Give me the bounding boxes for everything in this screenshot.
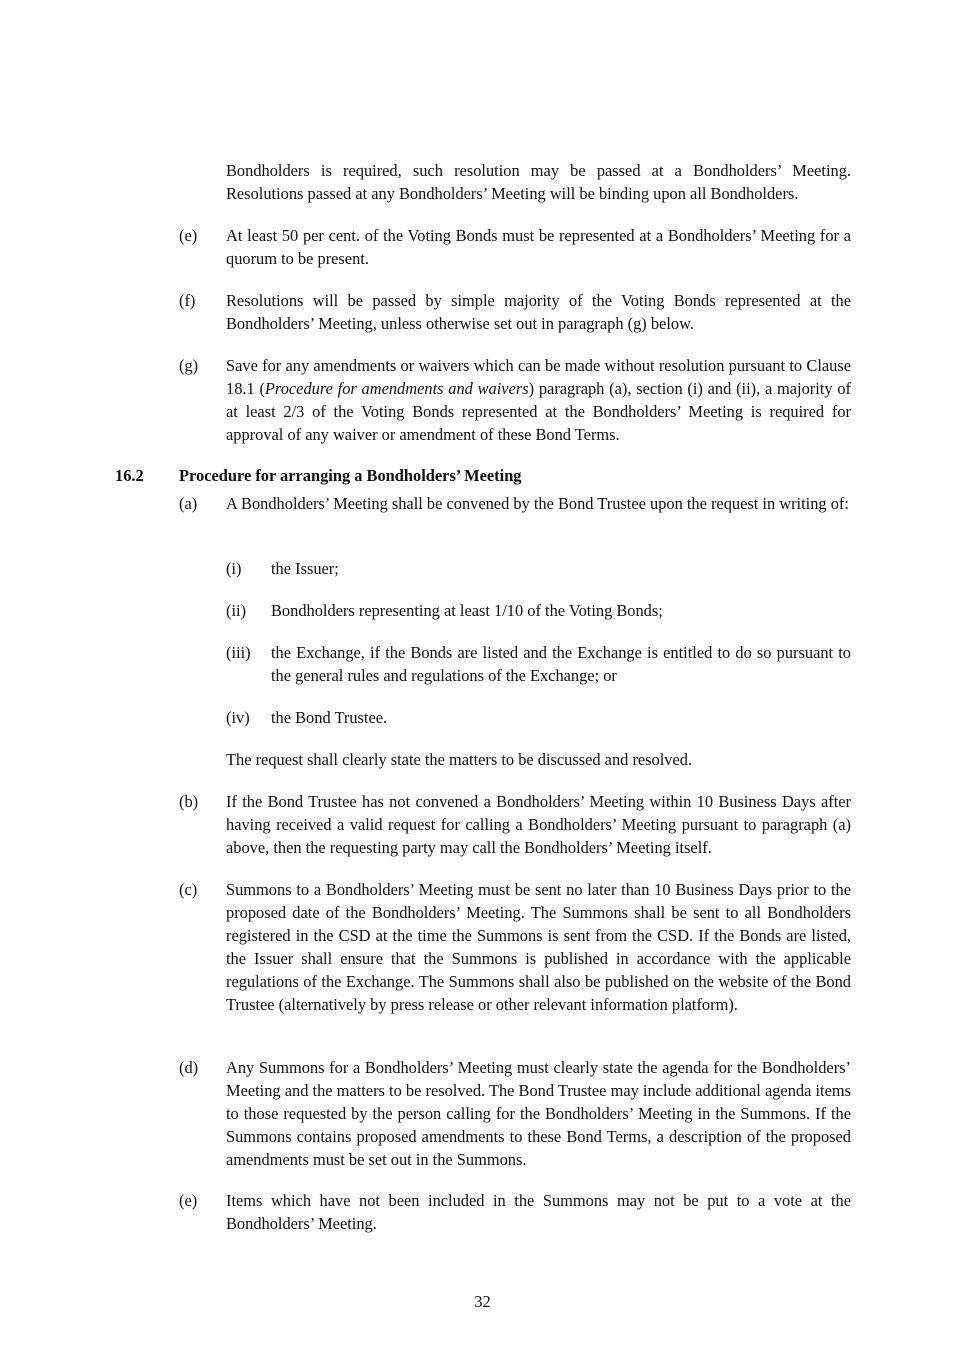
item-label: (e)	[179, 226, 198, 245]
section-number: 16.2	[115, 466, 144, 485]
request-closing-text: The request shall clearly state the matters to be discussed and resolved.	[226, 750, 693, 769]
continuation-paragraph: Bondholders is required, such resolution may be passed at a Bondholders’ Meeting. Resolutions passed at any Bondholders’ Meeting will be binding upon all Bondholders.	[226, 161, 851, 203]
item-text: Any Summons for a Bondholders’ Meeting must clearly state the agenda for the Bondholders’ Meeting and the matters to be resolved. The Bond Trustee may include additional agenda items to those requested by the person calling for the Bondholders’ Meeting in the Summons. If the Summons contains proposed amendments to these Bond Terms, a description of the proposed amendments must be set out in the Summons.	[226, 1058, 851, 1169]
item-text	[226, 354, 851, 446]
subitem-label: (ii)	[226, 601, 247, 620]
subitem-text: the Exchange, if the Bonds are listed and the Exchange is entitled to do so pursuant to the general rules and regulations of the Exchange; or	[271, 643, 851, 685]
item-text-part: Save for any amendments or waivers which can be made without resolution pursuant to Clause 18.1 (	[226, 356, 851, 398]
section-title: Procedure for arranging a Bondholders’ Meeting	[179, 466, 522, 485]
item-text-part: ) paragraph (a), section (i) and (ii), a majority of at least 2/3 of the Voting Bonds represented at the Bondholders’ Meeting is required for approval of any waiver or amendment of these Bond Terms.	[226, 379, 851, 444]
subitem-label: (iii)	[226, 643, 251, 662]
subitem-text: Bondholders representing at least 1/10 of the Voting Bonds;	[271, 601, 663, 620]
item-text: At least 50 per cent. of the Voting Bonds must be represented at a Bondholders’ Meeting for a quorum to be present.	[226, 226, 851, 268]
item-label: (g)	[179, 356, 199, 375]
item-text: Summons to a Bondholders’ Meeting must be sent no later than 10 Business Days prior to the proposed date of the Bondholders’ Meeting. The Summons shall be sent to all Bondholders registered in the CSD at the time the Summons is sent from the CSD. If the Bonds are listed, the Issuer shall ensure that the Summons is published in accordance with the applicable regulations of the Exchange. The Summons shall also be published on the website of the Bond Trustee (alternatively by press release or other relevant information platform).	[226, 880, 851, 1014]
item-text: A Bondholders’ Meeting shall be convened by the Bond Trustee upon the request in writing of:	[226, 494, 849, 513]
item-label: (e)	[179, 1191, 198, 1210]
item-text: Items which have not been included in the Summons may not be put to a vote at the Bondholders’ Meeting.	[226, 1191, 851, 1233]
item-text: If the Bond Trustee has not convened a Bondholders’ Meeting within 10 Business Days after having received a valid request for calling a Bondholders’ Meeting pursuant to paragraph (a) above, then the requesting party may call the Bondholders’ Meeting itself.	[226, 792, 851, 857]
item-label: (a)	[179, 494, 198, 513]
subitem-text: the Issuer;	[271, 559, 339, 578]
item-label: (b)	[179, 792, 199, 811]
subitem-label: (i)	[226, 559, 242, 578]
item-text: Resolutions will be passed by simple majority of the Voting Bonds represented at the Bondholders’ Meeting, unless otherwise set out in paragraph (g) below.	[226, 291, 851, 333]
item-label: (f)	[179, 291, 196, 310]
clause-reference-italic: Procedure for amendments and waivers	[264, 379, 529, 398]
item-label: (c)	[179, 880, 198, 899]
subitem-label: (iv)	[226, 708, 250, 727]
item-label: (d)	[179, 1058, 199, 1077]
page-number: 32	[474, 1292, 491, 1311]
subitem-text: the Bond Trustee.	[271, 708, 388, 727]
